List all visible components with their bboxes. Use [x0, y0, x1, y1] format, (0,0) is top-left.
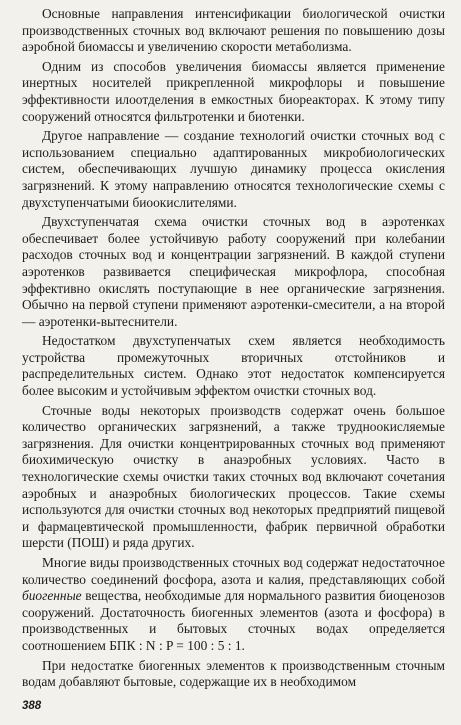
paragraph-6: Сточные воды некоторых производств содержат очень большое количество органических загрязнений, а также трудноокисляемые загрязнения. Для очистки концентрированных сточных вод применяют биохимическую очистку в анаэробных условиях. Часто в технологические схемы очистки таких сточных вод включают сочетания аэробных и анаэробных биологических процессов. Такие схемы используются для очистки сточных вод некоторых предприятий пищевой и фармацевтической промышленности, фабрик первичной обработки шерсти (ПОШ) и ряда других. [22, 402, 445, 551]
paragraph-1: Основные направления интенсификации биологической очистки производственных сточных вод включают решения по повышению дозы аэробной биомассы и увеличению скорости метаболизма. [22, 6, 445, 55]
paragraph-3: Другое направление — создание технологий очистки сточных вод с использованием специально адаптированных микробиологических систем, обеспечивающих лучшую динамику процесса окисления загрязнений. К этому направлению относятся технологические схемы с двухступенчатыми биоокислителями. [22, 128, 445, 210]
paragraph-2: Одним из способов увеличения биомассы является применение инертных носителей прикрепленной микрофлоры и повышение эффективности илоотделения в емкостных биореакторах. К этому типу сооружений относятся фильтротенки и биотенки. [22, 58, 445, 124]
paragraph-5: Недостатком двухступенчатых схем является необходимость устройства промежуточных вторичных отстойников и распределительных систем. Однако этот недостаток компенсируется более высоким и устойчивым эффектом очистки сточных вод. [22, 333, 445, 399]
page-number: 388 [22, 700, 42, 712]
paragraph-7-part-1: Многие виды производственных сточных вод содержат недостаточное количество соединений фосфора, азота и калия, представляющих собой [22, 555, 445, 587]
paragraph-7 [22, 555, 445, 655]
paragraph-8: При недостатке биогенных элементов к производственным сточным водам добавляют бытовые, содержащие их в необходимом [22, 657, 445, 690]
body-text [22, 6, 445, 691]
paragraph-7-italic-term: биогенные [22, 588, 82, 604]
paragraph-7-part-2: вещества, необходимые для нормального развития биоценозов сооружений. Достаточность биогенных элементов (азота и фосфора) в производственных и бытовых сточных водах определяется соотношением БПК : N : P = 100 : 5 : 1. [22, 588, 445, 653]
paragraph-4: Двухступенчатая схема очистки сточных вод в аэротенках обеспечивает более устойчивую работу сооружений при колебании расходов сточных вод и концентрации загрязнений. В каждой ступени аэротенков развивается специфическая микрофлора, способная эффективно окислять поступающие в нее органические загрязнения. Обычно на первой ступени применяют аэротенки-смесители, а на второй — аэротенки-вытеснители. [22, 214, 445, 329]
